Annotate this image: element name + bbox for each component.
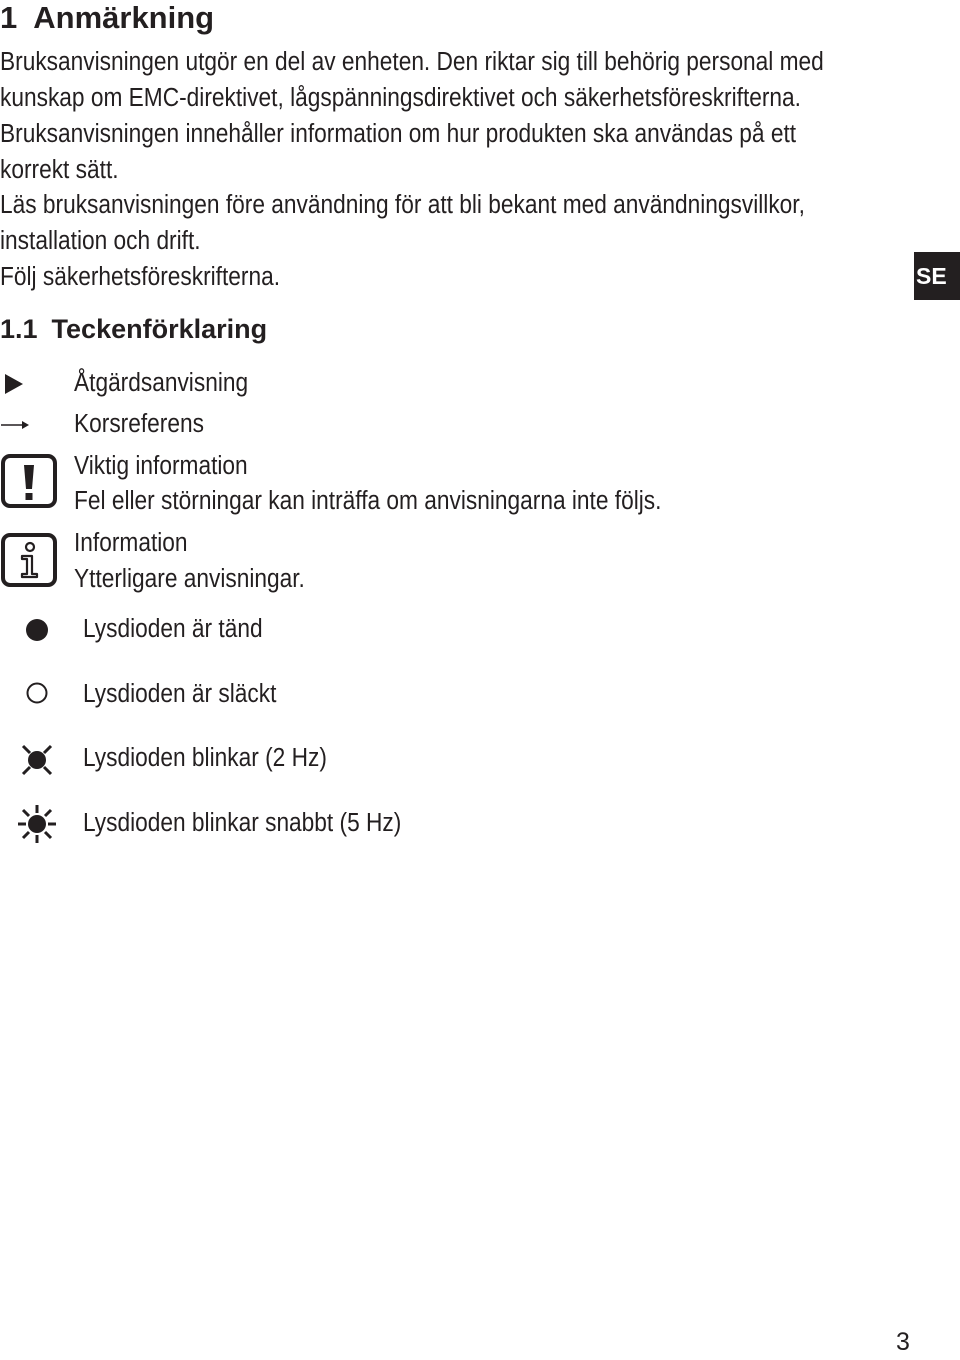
section-number: 1: [0, 0, 18, 35]
legend-label: Lysdioden är släckt: [83, 680, 277, 708]
legend-label: Korsreferens: [74, 410, 204, 438]
led-on-icon: [24, 617, 50, 643]
triangle-right-icon: [4, 373, 24, 395]
legend-detail: Fel eller störningar kan inträffa om anvisningarna inte följs.: [74, 487, 662, 515]
subsection-heading: [0, 312, 267, 346]
paragraph-line: Följ säkerhetsföreskrifterna.: [0, 263, 281, 291]
led-off-icon: [25, 681, 49, 705]
legend-label: Åtgärdsanvisning: [74, 369, 249, 397]
legend-label: Lysdioden är tänd: [83, 615, 263, 643]
legend-detail: Ytterligare anvisningar.: [74, 565, 305, 593]
legend-label: Lysdioden blinkar (2 Hz): [83, 744, 327, 772]
paragraph-line: Bruksanvisningen innehåller information om hur produkten ska användas på ett: [0, 120, 797, 148]
section-title: Anmärkning: [33, 0, 215, 35]
legend-label: Lysdioden blinkar snabbt (5 Hz): [83, 809, 402, 837]
led-blink-icon: [19, 742, 55, 778]
paragraph-line: Bruksanvisningen utgör en del av enheten. Den riktar sig till behörig personal med: [0, 48, 824, 76]
language-tab: SE: [914, 252, 960, 300]
warning-exclamation-icon: [1, 454, 57, 508]
paragraph-line: installation och drift.: [0, 227, 201, 255]
arrow-right-icon: [0, 418, 30, 432]
legend-label: Information: [74, 529, 188, 557]
page-number: 3: [896, 1328, 910, 1356]
led-blink-fast-icon: [17, 804, 57, 844]
info-icon: [1, 533, 57, 587]
paragraph-line: korrekt sätt.: [0, 156, 119, 184]
legend-label: Viktig information: [74, 452, 248, 480]
subsection-number: 1.1: [0, 314, 38, 344]
paragraph-line: Läs bruksanvisningen före användning för att bli bekant med användningsvillkor,: [0, 191, 805, 219]
section-heading: [0, 0, 214, 36]
subsection-title: Teckenförklaring: [51, 314, 268, 344]
paragraph-line: kunskap om EMC-direktivet, lågspänningsdirektivet och säkerhetsföreskrifterna.: [0, 84, 801, 112]
